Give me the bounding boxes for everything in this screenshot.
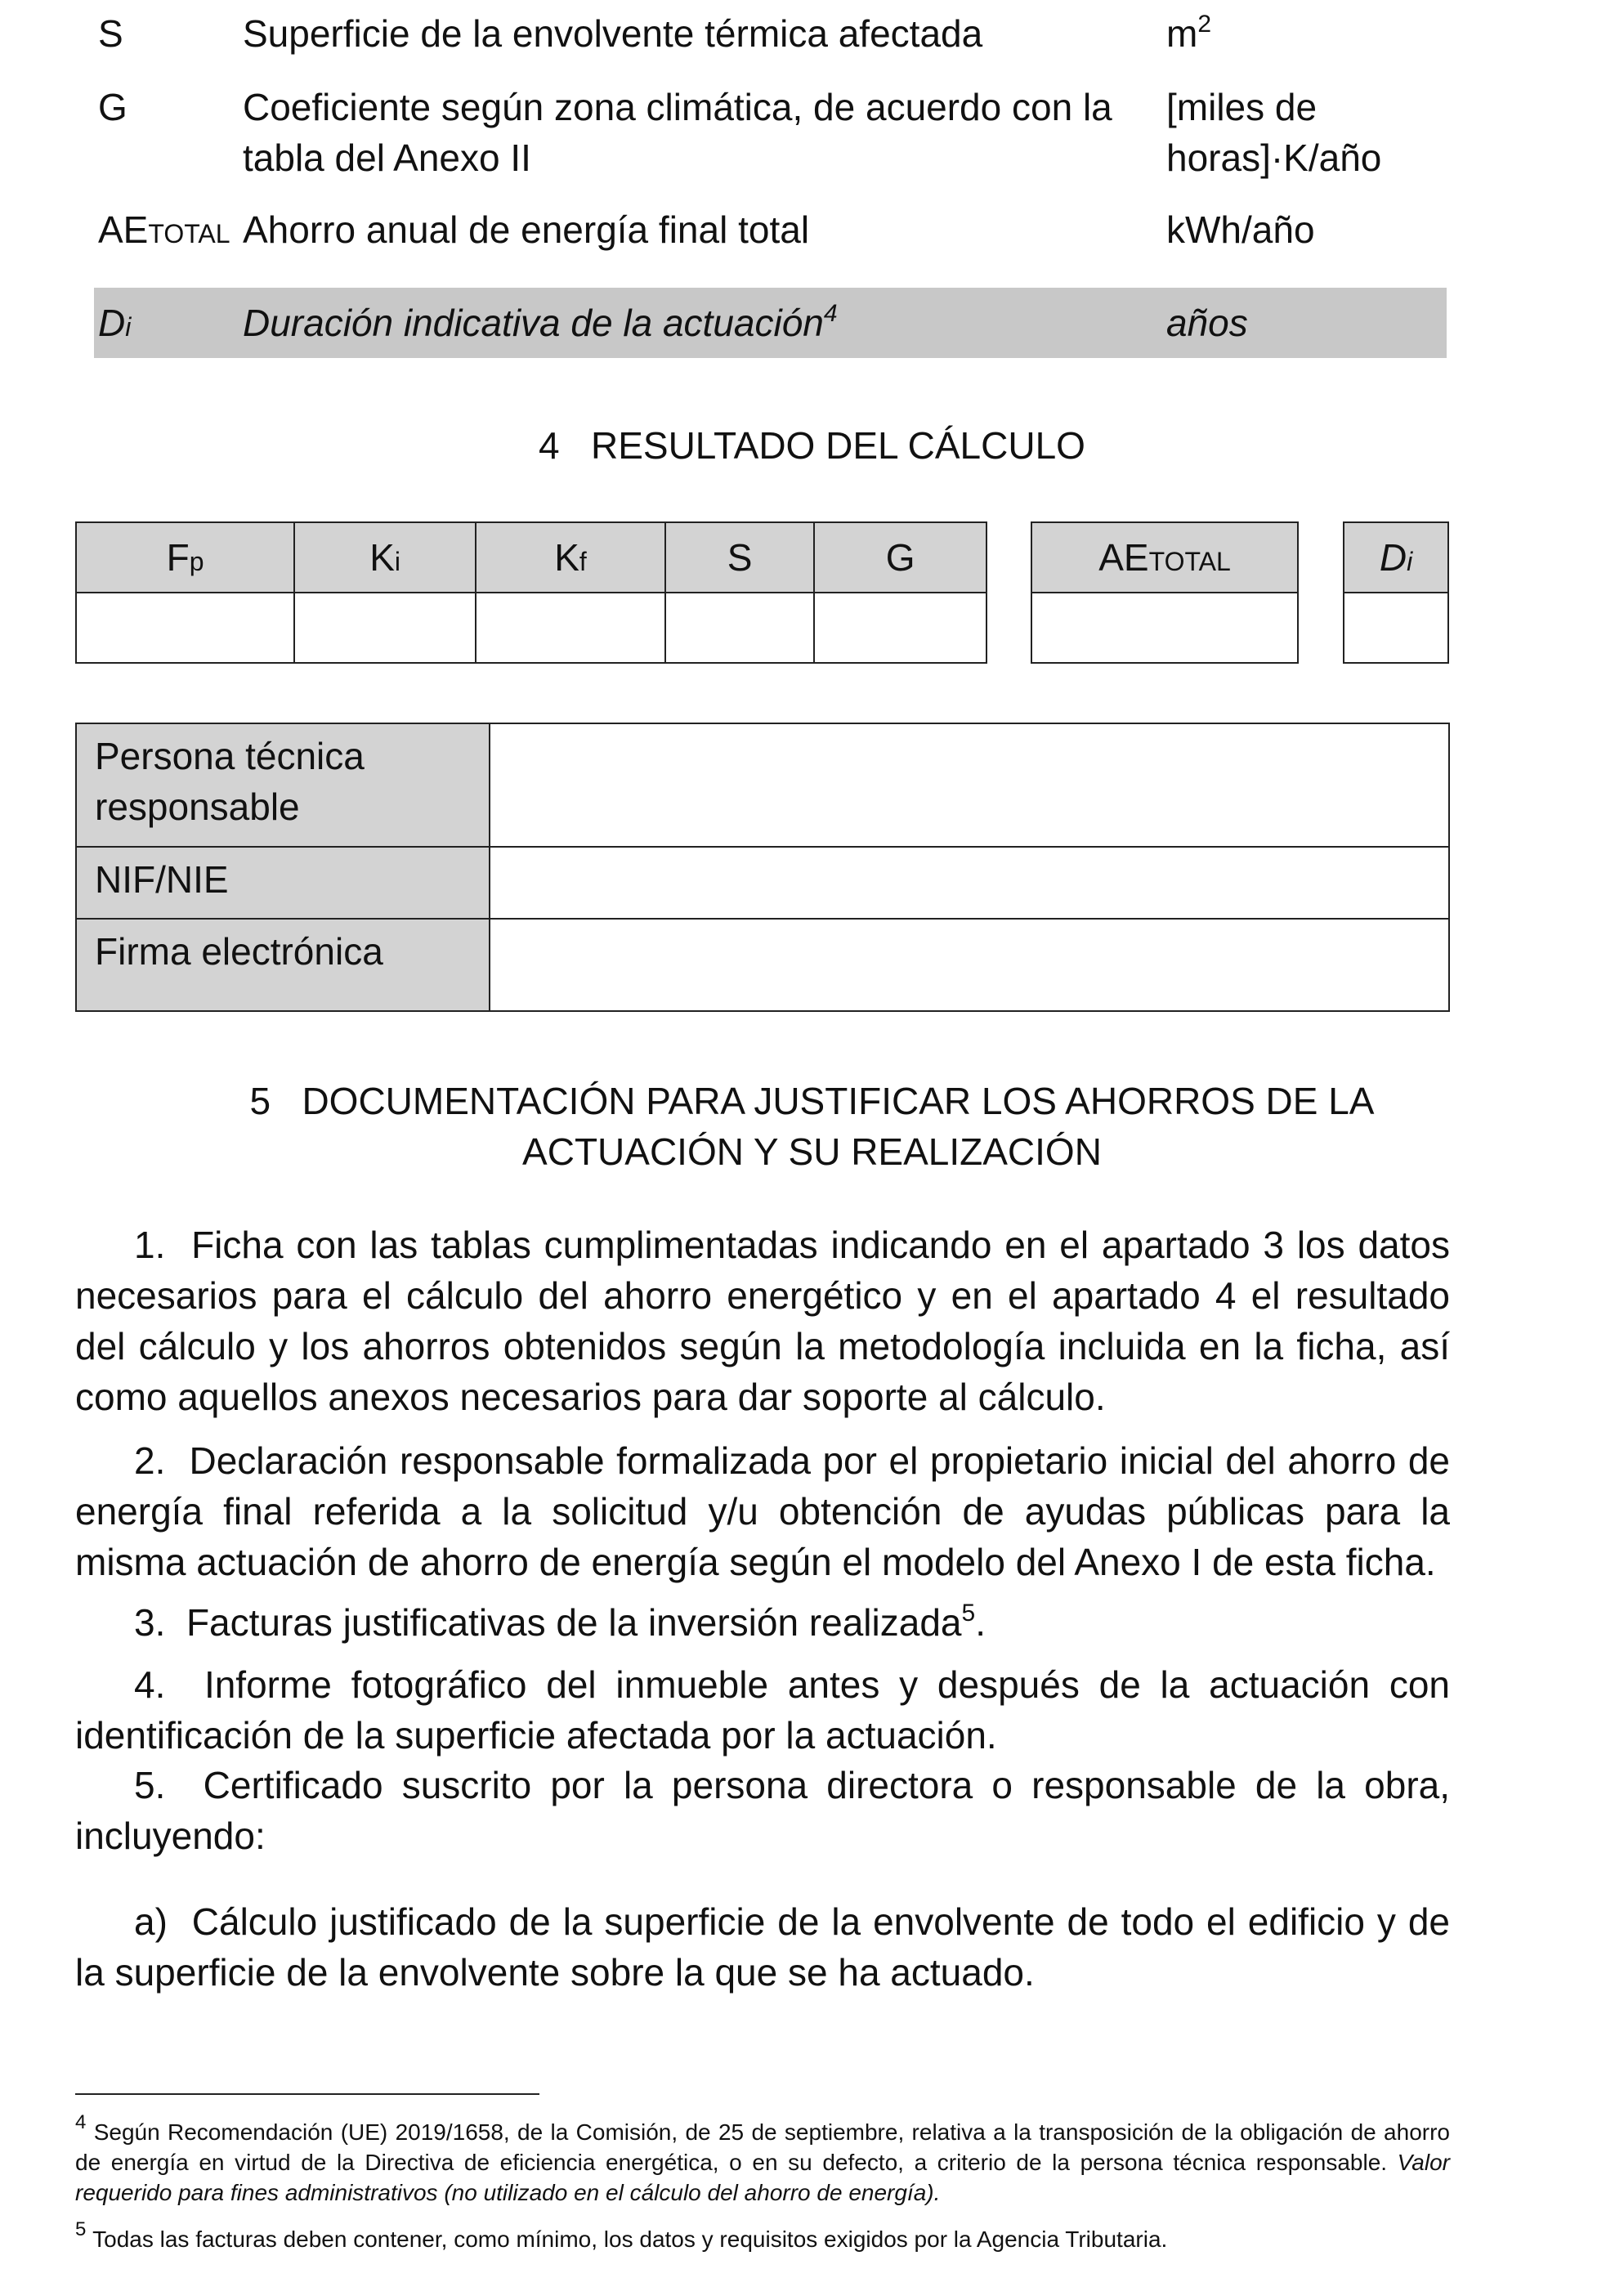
value-cell-g[interactable] xyxy=(814,593,986,663)
signature-table xyxy=(75,723,1450,1012)
col-header-di: Di xyxy=(1344,522,1448,593)
variable-symbol: S xyxy=(98,12,123,55)
footnote-5: $^5$ Todas las facturas deben contener, como mínimo, los datos y requisitos exigidos por la Agencia Tributaria. xyxy=(75,2218,1168,2252)
list-item-2: 2. Declaración responsable formalizada por el propietario inicial del ahorro de energía final referida a la solicitud y/u obtención de ayudas públicas para la misma actuación de ahorro de energía según el modelo del Anexo I de esta ficha. xyxy=(75,1439,1451,1583)
variable-row-s xyxy=(94,8,1447,59)
value-cell-ae-total[interactable] xyxy=(1031,593,1298,663)
variable-description: Ahorro anual de energía final total xyxy=(243,208,810,251)
variable-description: Coeficiente según zona climática, de acuerdo con la tabla del Anexo II xyxy=(243,86,1112,179)
result-table-ae-total xyxy=(1031,521,1299,664)
section-5-heading: 5 DOCUMENTACIÓN PARA JUSTIFICAR LOS AHORROS DE LA ACTUACIÓN Y SU REALIZACIÓN xyxy=(249,1080,1375,1173)
col-header-s: S xyxy=(665,522,814,593)
value-cell-ki[interactable] xyxy=(294,593,476,663)
variable-row-di xyxy=(94,288,1447,358)
variable-symbol: G xyxy=(98,86,128,128)
value-cell-kf[interactable] xyxy=(476,593,665,663)
variable-unit: años xyxy=(1166,302,1248,344)
signature-label: Firma electrónica xyxy=(76,919,490,1011)
list-item-3: 3. Facturas justificativas de la inversión realizada$^5$. xyxy=(134,1600,986,1644)
variable-unit: $m^2$ xyxy=(1166,11,1212,55)
list-item-1: 1. Ficha con las tablas cumplimentadas indicando en el apartado 3 los datos necesarios para el cálculo del ahorro energético y en el apartado 4 el resultado del cálculo y los ahorros obtenidos según la metodología incluida en la ficha, así como aquellos anexos necesarios para dar soporte al cálculo. xyxy=(75,1224,1450,1418)
col-header-g: G xyxy=(814,522,986,593)
col-header-ki: Ki xyxy=(294,522,476,593)
variable-description: Duración indicativa de la actuación$^4$ xyxy=(243,300,838,344)
signature-field[interactable] xyxy=(490,919,1449,1011)
value-cell-s[interactable] xyxy=(665,593,814,663)
footnote-separator xyxy=(75,2093,539,2095)
list-item-4: 4. Informe fotográfico del inmueble antes y después de la actuación con identificación de la superficie afectada por la actuación. xyxy=(75,1663,1450,1757)
nif-field[interactable] xyxy=(490,847,1449,919)
variable-symbol: Di xyxy=(98,302,132,344)
responsible-label: Persona técnica responsable xyxy=(76,723,490,847)
variable-unit: [miles de horas]·K/año xyxy=(1166,86,1382,179)
variable-symbol: AETOTAL xyxy=(98,208,230,251)
col-header-fp: Fp xyxy=(76,522,294,593)
result-table-main xyxy=(75,521,987,664)
responsible-field[interactable] xyxy=(490,723,1449,847)
result-table-di xyxy=(1343,521,1449,664)
list-item-a: a) Cálculo justificado de la superficie de la envolvente de todo el edificio y de la superficie de la envolvente sobre la que se ha actuado. xyxy=(75,1900,1451,1994)
value-cell-di[interactable] xyxy=(1344,593,1448,663)
col-header-ae-total: AETOTAL xyxy=(1031,522,1298,593)
list-item-5: 5. Certificado suscrito por la persona directora o responsable de la obra, incluyendo: xyxy=(75,1764,1450,1857)
variable-description: Superficie de la envolvente térmica afectada xyxy=(243,12,983,55)
value-cell-fp[interactable] xyxy=(76,593,294,663)
col-header-kf: Kf xyxy=(476,522,665,593)
nif-label: NIF/NIE xyxy=(76,847,490,919)
variable-row-ae-total xyxy=(94,204,1447,255)
footnote-4: $^4$ Según Recomendación (UE) 2019/1658, de la Comisión, de 25 de septiembre, relativa a la transposición de la obligación de ahorro de energía en virtud de la Directiva de eficiencia energética, o en su defecto, a criterio de la persona técnica responsable. Valor requerido para fines administrativos (no utilizado en el cálculo del ahorro de energía). xyxy=(75,2111,1450,2205)
variable-row-g xyxy=(94,82,1447,183)
section-4-heading: 4 RESULTADO DEL CÁLCULO xyxy=(539,424,1085,467)
variable-unit: kWh/año xyxy=(1166,208,1315,251)
